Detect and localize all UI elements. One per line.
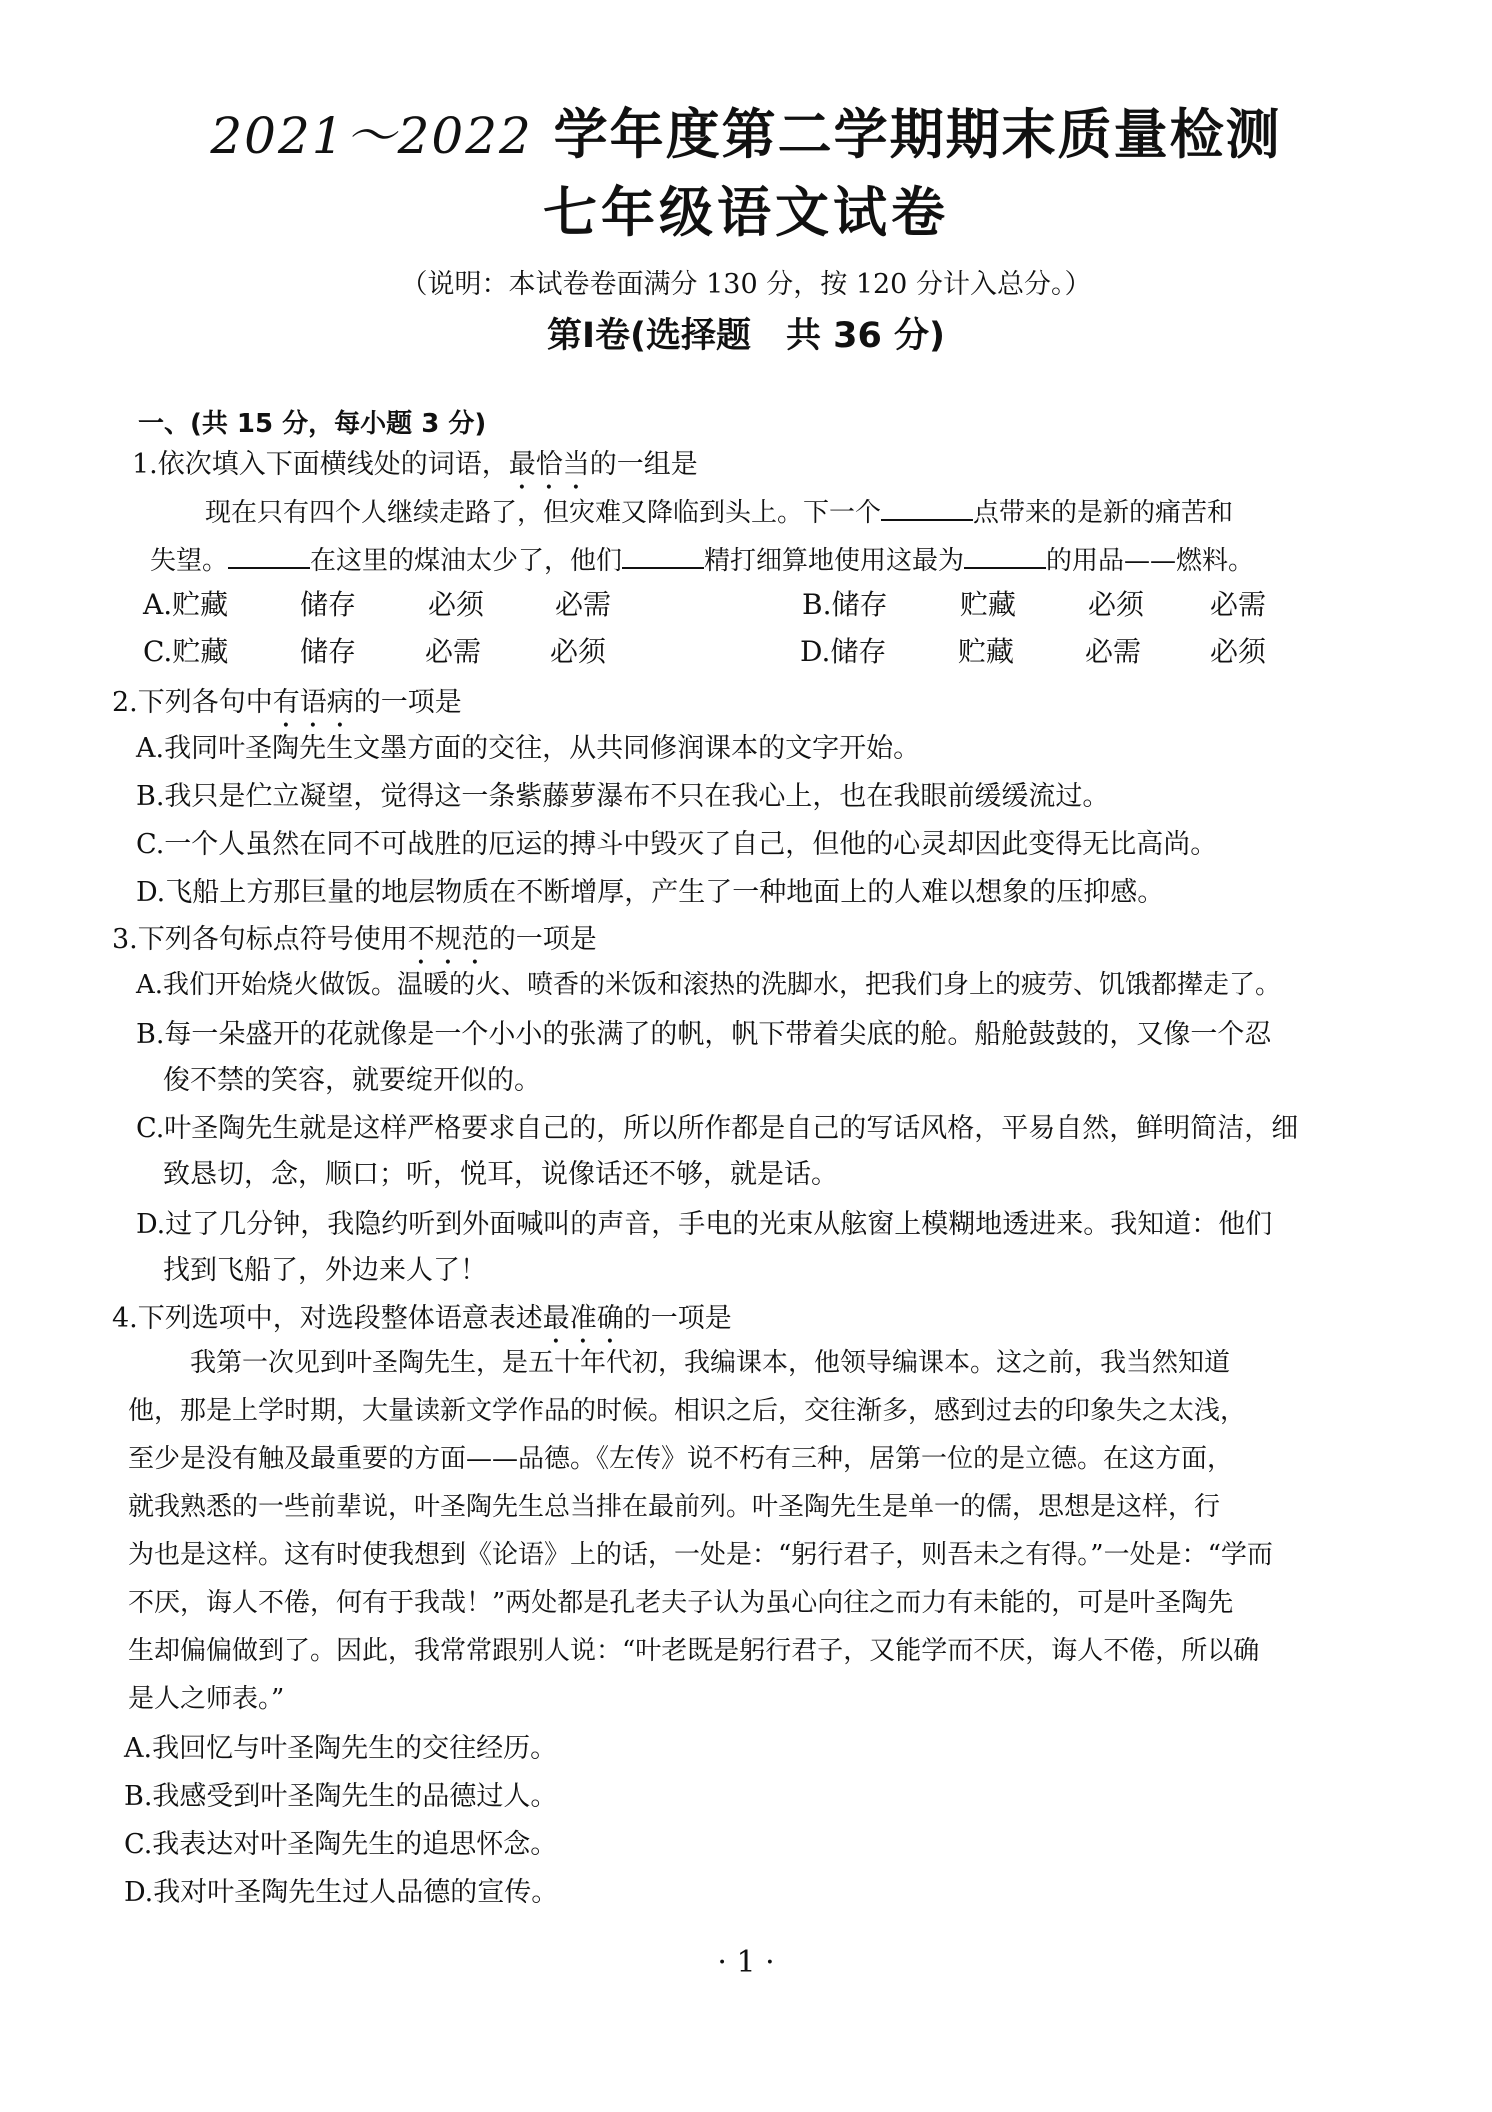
q3-stem <box>112 917 597 971</box>
q1-text: 失望。 <box>150 546 229 576</box>
q4-option-c: C.我表达对叶圣陶先生的追思怀念。 <box>124 1829 558 1860</box>
exam-subtitle: 七年级语文试卷 <box>543 181 949 244</box>
q1-text: 精打细算地使用这最为 <box>704 546 965 576</box>
q4-passage-line: 他，那是上学时期，大量读新文学作品的时候。相识之后，交往渐多，感到过去的印象失之太浅， <box>128 1396 1247 1426</box>
q2-option-a: A.我同叶圣陶先生文墨方面的交往，从共同修润课本的文字开始。 <box>136 733 921 764</box>
q4-stem-part: 的一项是 <box>623 1303 732 1334</box>
q1-text: 的用品——燃料。 <box>1046 546 1255 576</box>
q2-option-b: B.我只是伫立凝望，觉得这一条紫藤萝瀑布不只在我心上，也在我眼前缓缓流过。 <box>136 781 1110 812</box>
q3-stem-part: 3.下列各句标点符号使用 <box>112 924 408 955</box>
q1-option-b-word: 必须 <box>1088 588 1145 621</box>
q4-passage-line: 不厌，诲人不倦，何有于我哉！”两处都是孔老夫子认为虽心向往之而力有未能的，可是叶圣陶先 <box>128 1588 1234 1618</box>
q4-passage-line: 我第一次见到叶圣陶先生，是五十年代初，我编课本，他领导编课本。这之前，我当然知道 <box>190 1348 1231 1378</box>
q1-option-d: D.储存 <box>800 635 887 668</box>
answer-blank <box>964 566 1046 569</box>
q1-option-b: B.储存 <box>802 588 888 621</box>
part-heading: 第Ⅰ卷(选择题 共 36 分) <box>546 316 946 356</box>
q3-stem-part: 的一项是 <box>488 924 597 955</box>
q4-stem-emphasis: 最准确 <box>542 1303 624 1334</box>
q1-option-c-word: 储存 <box>300 635 357 668</box>
q4-option-a: A.我回忆与叶圣陶先生的交往经历。 <box>124 1733 558 1764</box>
q1-option-c: C.贮藏 <box>143 635 229 668</box>
q4-option-b: B.我感受到叶圣陶先生的品德过人。 <box>124 1781 558 1812</box>
q2-stem-part: 2.下列各句中 <box>112 687 273 718</box>
q4-passage-line: 为也是这样。这有时使我想到《论语》上的话，一处是：“躬行君子，则吾未之有得。”一处是：“学而 <box>128 1540 1273 1570</box>
answer-blank <box>622 566 704 569</box>
q3-option-d: D.过了几分钟，我隐约听到外面喊叫的声音，手电的光束从舷窗上模糊地透进来。我知道：他们 <box>136 1209 1273 1240</box>
q2-option-c: C.一个人虽然在同不可战胜的厄运的搏斗中毁灭了自己，但他的心灵却因此变得无比高尚。 <box>136 829 1218 860</box>
page-number: · 1 · <box>717 1945 775 1980</box>
q1-option-a-word: 储存 <box>300 588 357 621</box>
q4-passage-line: 至少是没有触及最重要的方面——品德。《左传》说不朽有三种，居第一位的是立德。在这方面， <box>128 1444 1234 1474</box>
q4-passage-line: 就我熟悉的一些前辈说，叶圣陶先生总当排在最前列。叶圣陶先生是单一的儒，思想是这样，行 <box>128 1492 1221 1522</box>
q1-option-d-word: 必须 <box>1210 635 1267 668</box>
q1-option-b-word: 贮藏 <box>960 588 1017 621</box>
q1-option-c-word: 必需 <box>425 635 482 668</box>
q3-option-b-cont: 俊不禁的笑容，就要绽开似的。 <box>163 1065 541 1096</box>
q1-option-c-word: 必须 <box>550 635 607 668</box>
q3-stem-emphasis: 不规范 <box>407 924 489 955</box>
q3-option-a: A.我们开始烧火做饭。温暖的火、喷香的米饭和滚热的洗脚水，把我们身上的疲劳、饥饿都撵走了。 <box>136 970 1282 1000</box>
q1-passage-line <box>205 492 1233 529</box>
q1-option-a: A.贮藏 <box>143 588 229 621</box>
q1-stem <box>132 442 698 496</box>
q3-option-c-cont: 致恳切，念，顺口；听，悦耳，说像话还不够，就是话。 <box>163 1159 838 1190</box>
score-note: （说明：本试卷卷面满分 130 分，按 120 分计入总分。） <box>400 269 1092 300</box>
q1-option-a-word: 必须 <box>428 588 485 621</box>
q1-option-b-word: 必需 <box>1210 588 1267 621</box>
exam-title <box>0 92 1492 169</box>
section-heading: 一、(共 15 分，每小题 3 分) <box>138 409 487 439</box>
q1-text: 在这里的煤油太少了，他们 <box>310 546 623 576</box>
q1-stem-emphasis: 最恰当 <box>508 449 590 480</box>
q1-stem-part: 1.依次填入下面横线处的词语， <box>132 449 509 480</box>
answer-blank <box>881 518 973 521</box>
q3-option-c: C.叶圣陶先生就是这样严格要求自己的，所以所作都是自己的写话风格，平易自然，鲜明简洁，细 <box>136 1113 1299 1144</box>
q1-option-d-word: 必需 <box>1085 635 1142 668</box>
q3-option-d-cont: 找到飞船了，外边来人了！ <box>163 1255 487 1286</box>
q1-passage-line <box>150 540 1254 577</box>
q2-option-d: D.飞船上方那巨量的地层物质在不断增厚，产生了一种地面上的人难以想象的压抑感。 <box>136 877 1165 908</box>
q1-text: 现在只有四个人继续走路了，但灾难又降临到头上。下一个 <box>205 498 882 528</box>
q1-text: 点带来的是新的痛苦和 <box>973 498 1234 528</box>
q4-passage-line: 生却偏偏做到了。因此，我常常跟别人说：“叶老既是躬行君子，又能学而不厌，诲人不倦，所以确 <box>128 1636 1260 1666</box>
q4-passage-line: 是人之师表。” <box>128 1684 285 1714</box>
q2-stem-emphasis: 有语病 <box>272 687 354 718</box>
q1-option-d-word: 贮藏 <box>958 635 1015 668</box>
q1-stem-part: 的一组是 <box>589 449 698 480</box>
q4-option-d: D.我对叶圣陶先生过人品德的宣传。 <box>124 1877 559 1908</box>
q2-stem-part: 的一项是 <box>353 687 462 718</box>
exam-title-text: 学年度第二学期期末质量检测 <box>553 103 1282 166</box>
school-year: 2021～2022 <box>210 107 533 165</box>
q4-stem-part: 4.下列选项中，对选段整体语意表述 <box>112 1303 543 1334</box>
q3-option-b: B.每一朵盛开的花就像是一个小小的张满了的帆，帆下带着尖底的舱。船舱鼓鼓的，又像一个忍 <box>136 1019 1272 1050</box>
q1-option-a-word: 必需 <box>555 588 612 621</box>
answer-blank <box>228 566 310 569</box>
